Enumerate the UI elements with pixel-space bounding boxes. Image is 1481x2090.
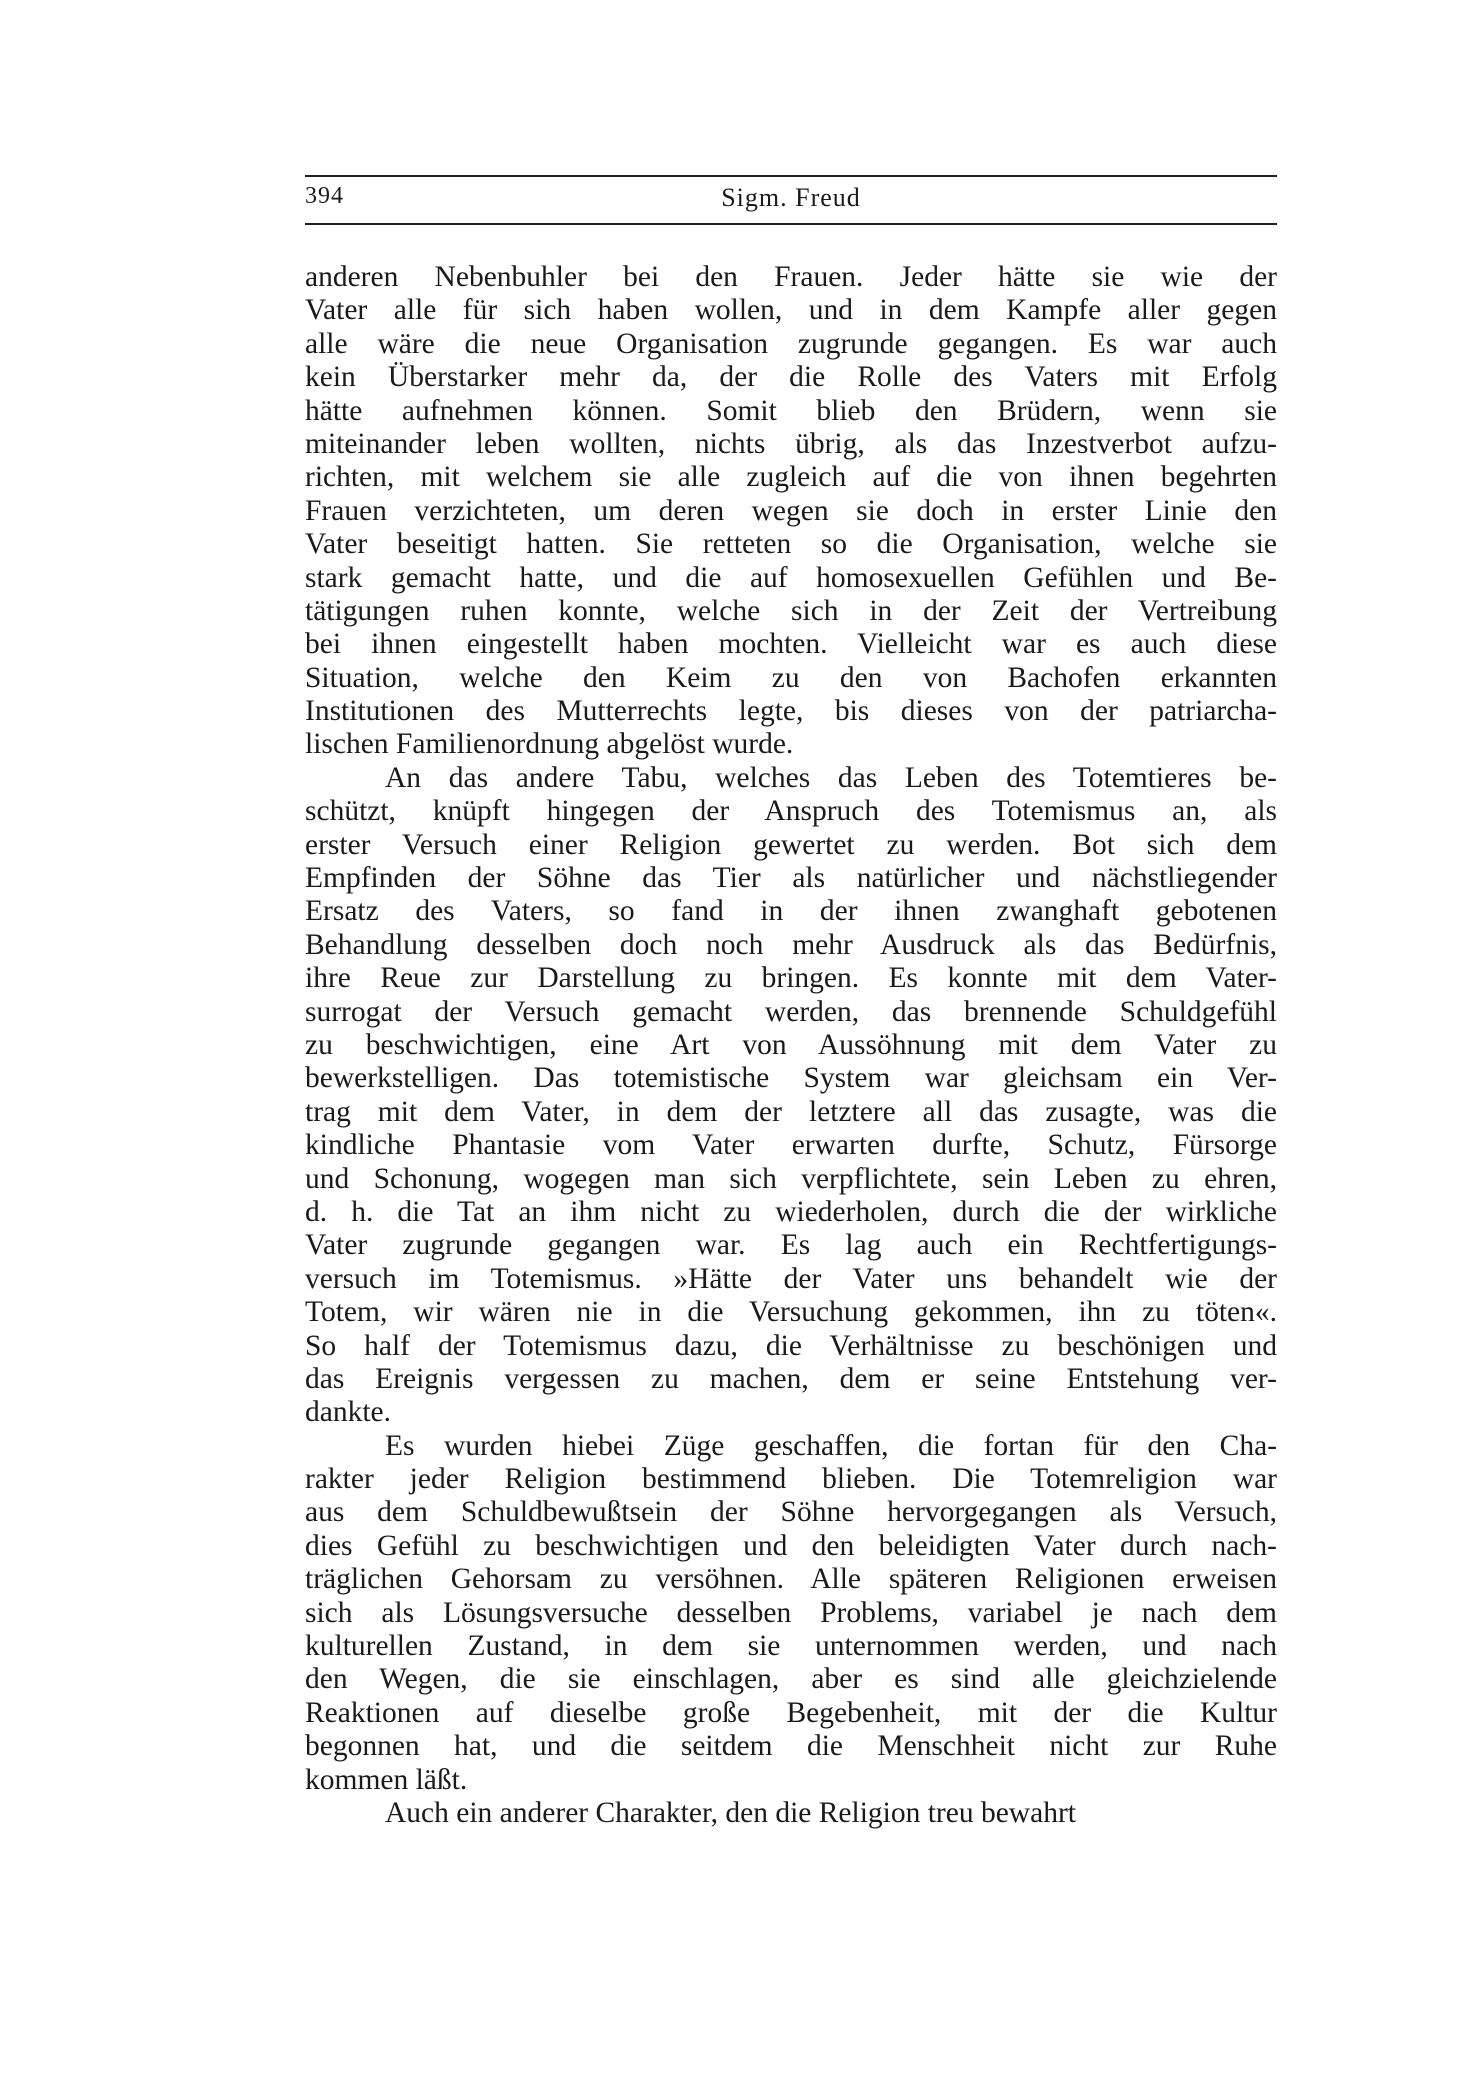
text-line: Ersatz des Vaters, so fand in der ihnen zwanghaft gebotenen (305, 895, 1277, 928)
text-line: richten, mit welchem sie alle zugleich auf die von ihnen begehrten (305, 461, 1277, 494)
book-page (305, 175, 1277, 1830)
text-line: Vater beseitigt hatten. Sie retteten so die Organisation, welche sie (305, 528, 1277, 561)
text-line: tätigungen ruhen konnte, welche sich in der Zeit der Vertreibung (305, 594, 1277, 627)
text-line: ihre Reue zur Darstellung zu bringen. Es konnte mit dem Vater- (305, 962, 1277, 995)
text-line: Es wurden hiebei Züge geschaffen, die fortan für den Cha- (385, 1429, 1277, 1462)
text-line: und Schonung, wogegen man sich verpflichtete, sein Leben zu ehren, (305, 1162, 1277, 1195)
text-line: träglichen Gehorsam zu versöhnen. Alle späteren Religionen erweisen (305, 1563, 1277, 1596)
text-line: den Wegen, die sie einschlagen, aber es sind alle gleichzielende (305, 1663, 1277, 1696)
text-line: d. h. die Tat an ihm nicht zu wiederholen, durch die der wirkliche (305, 1195, 1277, 1228)
text-line: surrogat der Versuch gemacht werden, das brennende Schuldgefühl (305, 995, 1277, 1028)
body-text (305, 261, 1277, 1830)
text-line: Behandlung desselben doch noch mehr Ausdruck als das Bedürfnis, (305, 928, 1277, 961)
text-line: aus dem Schuldbewußtsein der Söhne hervorgegangen als Versuch, (305, 1496, 1277, 1529)
text-line: So half der Totemismus dazu, die Verhältnisse zu beschönigen und (305, 1329, 1277, 1362)
paragraph (305, 1797, 1277, 1830)
text-line: schützt, knüpft hingegen der Anspruch des Totemismus an, als (305, 795, 1277, 828)
text-line: kindliche Phantasie vom Vater erwarten durfte, Schutz, Fürsorge (305, 1129, 1277, 1162)
text-line: lischen Familienordnung abgelöst wurde. (305, 728, 794, 761)
text-line: das Ereignis vergessen zu machen, dem er seine Entstehung ver- (305, 1362, 1277, 1395)
text-line: versuch im Totemismus. »Hätte der Vater uns behandelt wie der (305, 1262, 1277, 1295)
text-line: trag mit dem Vater, in dem der letztere all das zusagte, was die (305, 1095, 1277, 1128)
text-line: Vater zugrunde gegangen war. Es lag auch ein Rechtfertigungs- (305, 1229, 1277, 1262)
text-line: sich als Lösungsversuche desselben Problems, variabel je nach dem (305, 1596, 1277, 1629)
paragraph (305, 762, 1277, 1430)
running-head: Sigm. Freud (721, 183, 861, 212)
text-line: hätte aufnehmen können. Somit blieb den Brüdern, wenn sie (305, 394, 1277, 427)
text-line: Situation, welche den Keim zu den von Bachofen erkannten (305, 661, 1277, 694)
text-line: erster Versuch einer Religion gewertet zu werden. Bot sich dem (305, 828, 1277, 861)
text-line: Empfinden der Söhne das Tier als natürlicher und nächstliegender (305, 862, 1277, 895)
text-line: Auch ein anderer Charakter, den die Religion treu bewahrt (385, 1796, 1076, 1829)
text-line: kein Überstarker mehr da, der die Rolle des Vaters mit Erfolg (305, 361, 1277, 394)
text-line: Reaktionen auf dieselbe große Begebenheit, mit der die Kultur (305, 1696, 1277, 1729)
text-line: Totem, wir wären nie in die Versuchung gekommen, ihn zu töten«. (305, 1296, 1277, 1329)
text-line: Vater alle für sich haben wollen, und in dem Kampfe aller gegen (305, 294, 1277, 327)
text-line: Frauen verzichteten, um deren wegen sie doch in erster Linie den (305, 494, 1277, 527)
page-header (305, 177, 1277, 223)
text-line: stark gemacht hatte, und die auf homosexuellen Gefühlen und Be- (305, 561, 1277, 594)
text-line: zu beschwichtigen, eine Art von Aussöhnung mit dem Vater zu (305, 1028, 1277, 1061)
text-line: begonnen hat, und die seitdem die Menschheit nicht zur Ruhe (305, 1730, 1277, 1763)
text-line: An das andere Tabu, welches das Leben des Totemtieres be- (385, 761, 1277, 794)
text-line: dies Gefühl zu beschwichtigen und den beleidigten Vater durch nach- (305, 1529, 1277, 1562)
page-number: 394 (305, 183, 344, 209)
paragraph (305, 261, 1277, 762)
text-line: bewerkstelligen. Das totemistische System war gleichsam ein Ver- (305, 1062, 1277, 1095)
text-line: kommen läßt. (305, 1763, 468, 1796)
text-line: bei ihnen eingestellt haben mochten. Vielleicht war es auch diese (305, 628, 1277, 661)
text-line: miteinander leben wollten, nichts übrig, als das Inzestverbot aufzu- (305, 427, 1277, 460)
text-line: anderen Nebenbuhler bei den Frauen. Jeder hätte sie wie der (305, 261, 1277, 293)
text-line: rakter jeder Religion bestimmend blieben. Die Totemreligion war (305, 1463, 1277, 1496)
text-line: dankte. (305, 1396, 392, 1429)
text-line: alle wäre die neue Organisation zugrunde gegangen. Es war auch (305, 327, 1277, 360)
header-bottom-rule (305, 223, 1277, 225)
text-line: kulturellen Zustand, in dem sie unternommen werden, und nach (305, 1630, 1277, 1663)
paragraph (305, 1430, 1277, 1797)
text-line: Institutionen des Mutterrechts legte, bis dieses von der patriarcha- (305, 695, 1277, 728)
